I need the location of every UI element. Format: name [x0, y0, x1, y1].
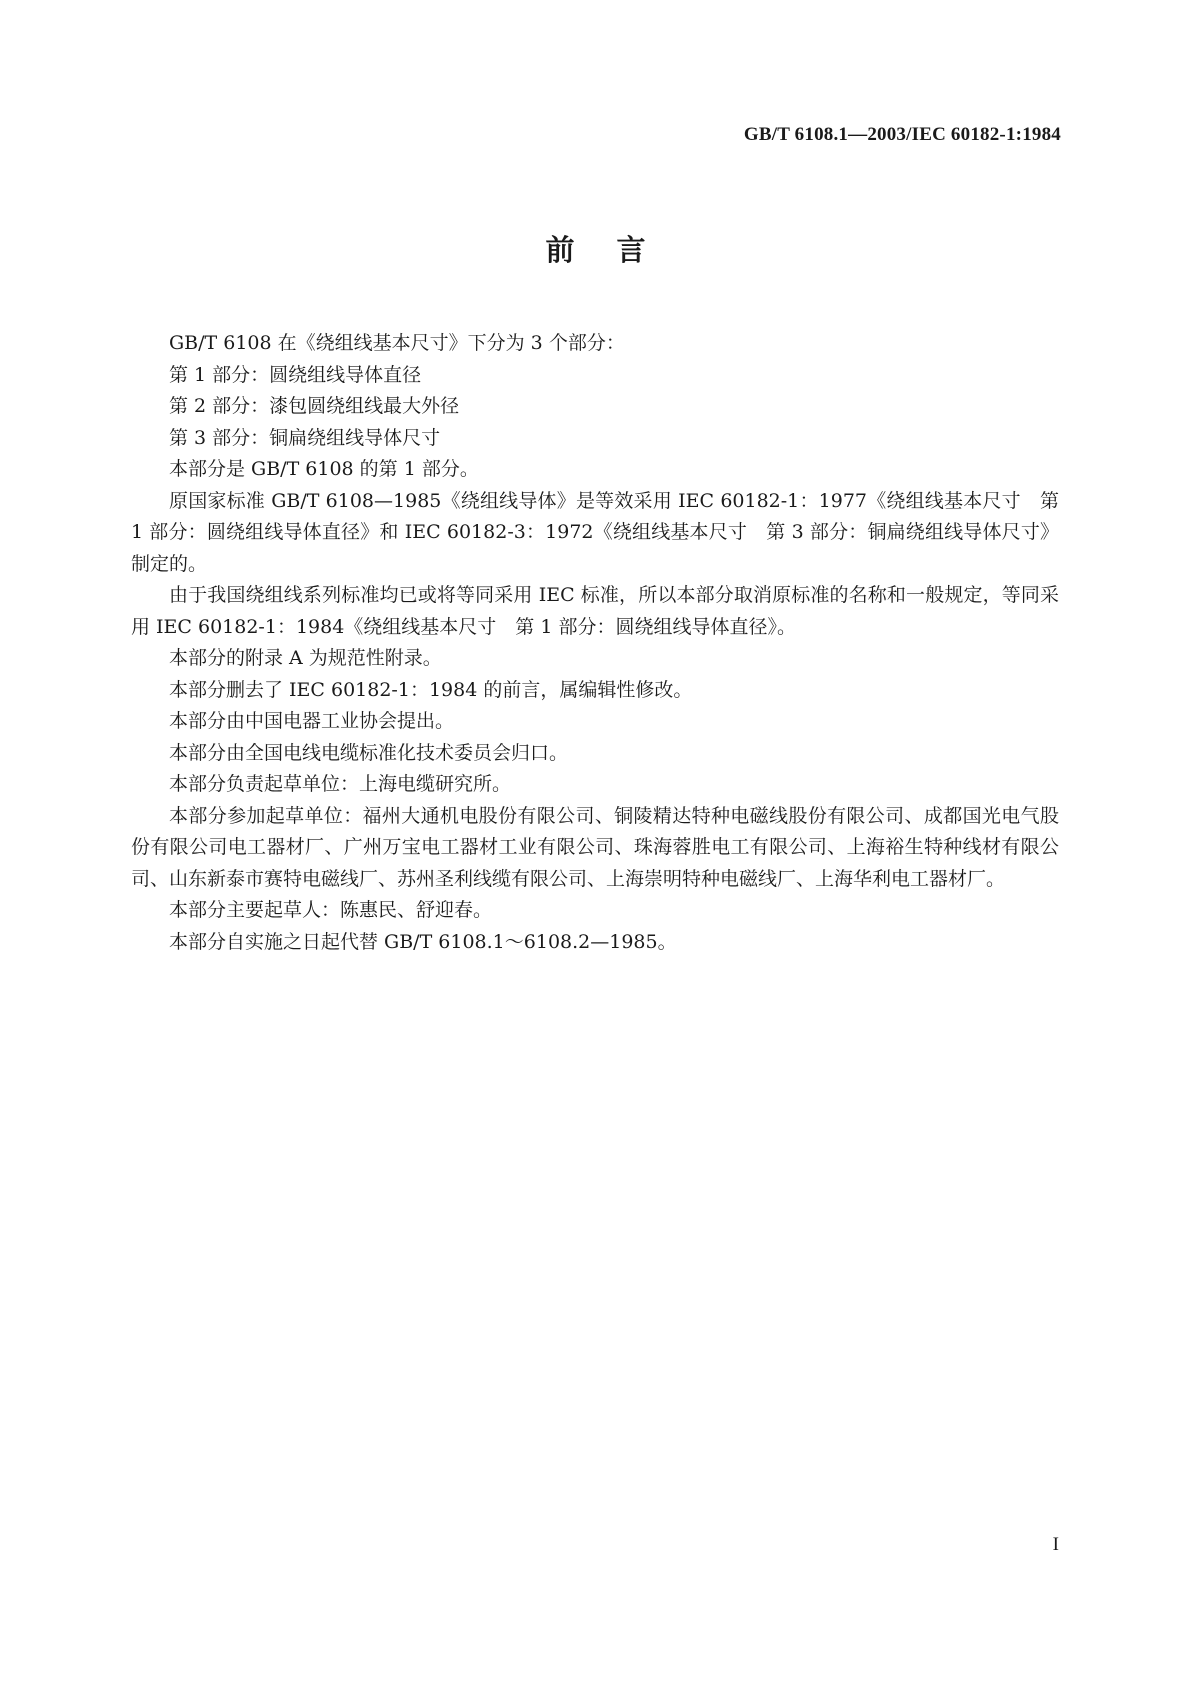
- paragraph: 第 3 部分：铜扁绕组线导体尺寸: [169, 426, 441, 449]
- paragraph: 原国家标准 GB/T 6108—1985《绕组线导体》是等效采用 IEC 60182-1：1977《绕组线基本尺寸 第 1 部分：圆绕组线导体直径》和 IEC 60182-3：1972《绕组线基本尺寸 第 3 部分：铜扁绕组线导体尺寸》制定的。: [131, 489, 1059, 575]
- paragraph: 本部分参加起草单位：福州大通机电股份有限公司、铜陵精达特种电磁线股份有限公司、成都国光电气股份有限公司电工器材厂、广州万宝电工器材工业有限公司、珠海蓉胜电工有限公司、上海裕生特种线材有限公司、山东新泰市赛特电磁线厂、苏州圣利线缆有限公司、上海崇明特种电磁线厂、上海华利电工器材厂。: [131, 804, 1059, 890]
- paragraph: 由于我国绕组线系列标准均已或将等同采用 IEC 标准，所以本部分取消原标准的名称和一般规定，等同采用 IEC 60182-1：1984《绕组线基本尺寸 第 1 部分：圆绕组线导体直径》。: [131, 584, 1059, 638]
- paragraph: 第 2 部分：漆包圆绕组线最大外径: [169, 395, 460, 417]
- foreword-body: [131, 328, 1059, 958]
- page-number: I: [1052, 1534, 1059, 1555]
- paragraph: 本部分由中国电器工业协会提出。: [169, 710, 455, 732]
- paragraph: 本部分的附录 A 为规范性附录。: [169, 647, 442, 669]
- paragraph: 本部分主要起草人：陈惠民、舒迎春。: [169, 899, 493, 921]
- paragraph: 本部分删去了 IEC 60182-1：1984 的前言，属编辑性修改。: [169, 678, 693, 701]
- paragraph: 本部分自实施之日起代替 GB/T 6108.1～6108.2—1985。: [169, 930, 677, 953]
- page-title: 前言: [545, 233, 688, 267]
- standard-code: GB/T 6108.1—2003/IEC 60182-1:1984: [743, 124, 1061, 145]
- paragraph: 本部分是 GB/T 6108 的第 1 部分。: [169, 458, 479, 480]
- paragraph: 第 1 部分：圆绕组线导体直径: [169, 363, 422, 386]
- paragraph: 本部分由全国电线电缆标准化技术委员会归口。: [169, 741, 569, 764]
- paragraph: GB/T 6108 在《绕组线基本尺寸》下分为 3 个部分：: [169, 332, 625, 354]
- paragraph: 本部分负责起草单位：上海电缆研究所。: [169, 773, 512, 795]
